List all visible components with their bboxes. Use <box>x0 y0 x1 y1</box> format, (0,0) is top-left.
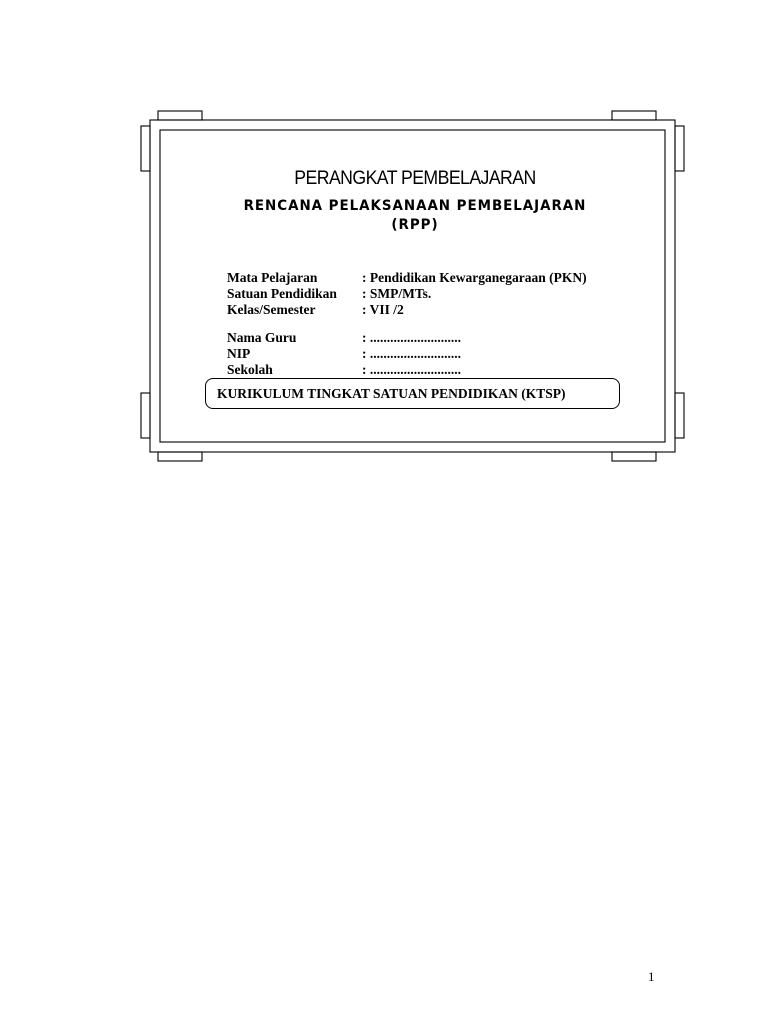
info-row-class-semester <box>227 302 587 318</box>
subtitle-line-1: RENCANA PELAKSANAAN PEMBELAJARAN <box>243 198 587 214</box>
page-number: 1 <box>648 969 655 984</box>
subject-info-block <box>227 270 587 318</box>
info-row-school-level <box>227 286 587 302</box>
info-label: NIP <box>227 346 251 361</box>
cover-heading: PERANGKAT PEMBELAJARAN <box>294 168 536 189</box>
info-row-school <box>227 362 461 378</box>
info-value: : ........................... <box>362 362 461 377</box>
info-label: Kelas/Semester <box>227 302 316 317</box>
info-value: : SMP/MTs. <box>362 286 432 301</box>
info-row-nip <box>227 346 461 362</box>
info-value: : Pendidikan Kewarganegaraan (PKN) <box>362 270 587 285</box>
info-row-subject <box>227 270 587 286</box>
info-label: Satuan Pendidikan <box>227 286 337 301</box>
info-label: Mata Pelajaran <box>227 270 318 285</box>
info-value: : ........................... <box>362 346 461 361</box>
subtitle-line-2: (RPP) <box>391 217 439 233</box>
info-value: : ........................... <box>362 330 461 345</box>
teacher-info-block <box>227 330 461 378</box>
info-value: : VII /2 <box>362 302 404 317</box>
info-row-teacher-name <box>227 330 461 346</box>
cover-subtitle <box>161 197 670 235</box>
info-label: Nama Guru <box>227 330 297 345</box>
curriculum-box: KURIKULUM TINGKAT SATUAN PENDIDIKAN (KTSP) <box>205 378 620 409</box>
info-label: Sekolah <box>227 362 273 377</box>
